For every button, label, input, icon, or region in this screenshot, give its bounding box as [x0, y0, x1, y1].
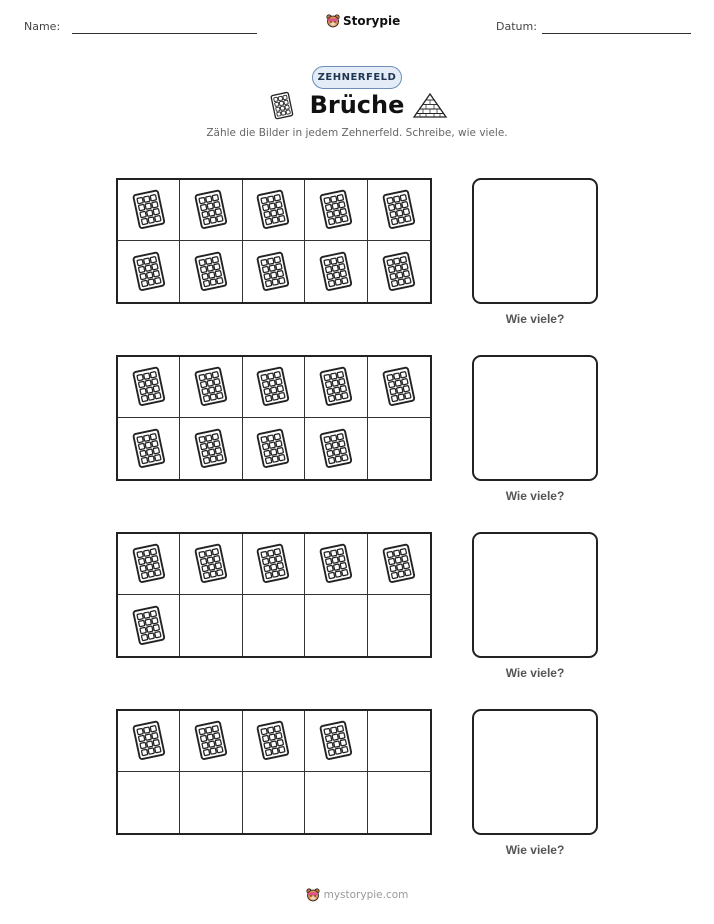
bear-mascot-icon [326, 13, 340, 29]
ten-frame-cell [118, 595, 180, 656]
answer-box[interactable] [472, 532, 598, 658]
ten-frame-cell [118, 180, 180, 241]
ice-cube-tray-icon [129, 249, 169, 295]
ice-cube-tray-icon [379, 364, 419, 410]
ice-cube-tray-icon [129, 541, 169, 587]
ice-cube-tray-icon [268, 91, 296, 121]
ten-frame-cell [180, 180, 242, 241]
ice-cube-tray-icon [253, 187, 293, 233]
ten-frame-cell [180, 595, 242, 656]
ice-cube-tray-icon [191, 187, 231, 233]
ice-cube-tray-icon [316, 249, 356, 295]
ice-cube-tray-icon [316, 364, 356, 410]
ten-frame-cell [180, 711, 242, 772]
ice-cube-tray-icon [191, 718, 231, 764]
ice-cube-tray-icon [129, 718, 169, 764]
answer-label: Wie viele? [505, 666, 565, 680]
ten-frame-cell [368, 772, 430, 833]
ice-cube-tray-icon [191, 541, 231, 587]
category-badge: ZEHNERFELD [312, 66, 402, 89]
ten-frame [116, 709, 432, 835]
ten-frame-cell [243, 357, 305, 418]
ten-frame-cell [305, 711, 367, 772]
answer-label: Wie viele? [505, 843, 565, 857]
ten-frame [116, 532, 432, 658]
ice-cube-tray-icon [316, 718, 356, 764]
ten-frame-cell [305, 418, 367, 479]
answer-box[interactable] [472, 178, 598, 304]
ten-frame-cell [180, 418, 242, 479]
instructions: Zähle die Bilder in jedem Zehnerfeld. Schreibe, wie viele. [206, 127, 508, 139]
ten-frame-cell [243, 241, 305, 302]
ten-frame-cell [180, 357, 242, 418]
ten-frame-cell [118, 357, 180, 418]
ice-cube-tray-icon [191, 364, 231, 410]
ice-cube-tray-icon [379, 249, 419, 295]
page-title: Brüche [309, 91, 405, 119]
ten-frame-cell [368, 534, 430, 595]
ten-frame-cell [118, 772, 180, 833]
name-label: Name: [24, 20, 61, 33]
ten-frame-cell [243, 772, 305, 833]
ten-frame-cell [368, 180, 430, 241]
ten-frame-cell [243, 180, 305, 241]
ten-frame [116, 355, 432, 481]
footer-url: mystorypie.com [323, 889, 409, 901]
ice-cube-tray-icon [129, 603, 169, 649]
pyramid-icon [412, 92, 448, 120]
ten-frame [116, 178, 432, 304]
ice-cube-tray-icon [316, 426, 356, 472]
brand-name: Storypie [343, 14, 401, 28]
ten-frame-cell [180, 534, 242, 595]
ice-cube-tray-icon [191, 426, 231, 472]
date-line[interactable] [542, 33, 691, 34]
ten-frame-cell [368, 241, 430, 302]
ten-frame-cell [305, 534, 367, 595]
ten-frame-cell [118, 418, 180, 479]
ice-cube-tray-icon [253, 249, 293, 295]
ice-cube-tray-icon [129, 426, 169, 472]
brand-logo [326, 13, 400, 29]
ten-frame-cell [118, 711, 180, 772]
ice-cube-tray-icon [253, 718, 293, 764]
ten-frame-cell [180, 772, 242, 833]
ten-frame-cell [243, 595, 305, 656]
ten-frame-cell [305, 595, 367, 656]
footer [0, 887, 714, 903]
ten-frame-cell [368, 711, 430, 772]
answer-label: Wie viele? [505, 489, 565, 503]
ten-frame-cell [118, 534, 180, 595]
answer-label: Wie viele? [505, 312, 565, 326]
ten-frame-cell [305, 357, 367, 418]
ten-frame-cell [368, 357, 430, 418]
ice-cube-tray-icon [129, 187, 169, 233]
ten-frame-cell [368, 595, 430, 656]
ice-cube-tray-icon [379, 187, 419, 233]
ten-frame-cell [305, 241, 367, 302]
ten-frame-cell [243, 534, 305, 595]
answer-box[interactable] [472, 709, 598, 835]
ice-cube-tray-icon [316, 187, 356, 233]
ice-cube-tray-icon [253, 364, 293, 410]
ten-frame-cell [180, 241, 242, 302]
ten-frame-cell [305, 180, 367, 241]
ice-cube-tray-icon [316, 541, 356, 587]
ten-frame-cell [118, 241, 180, 302]
ten-frame-cell [368, 418, 430, 479]
ten-frame-cell [243, 711, 305, 772]
ice-cube-tray-icon [129, 364, 169, 410]
ice-cube-tray-icon [379, 541, 419, 587]
date-label: Datum: [496, 20, 537, 33]
answer-box[interactable] [472, 355, 598, 481]
ten-frame-cell [243, 418, 305, 479]
ice-cube-tray-icon [191, 249, 231, 295]
bear-mascot-icon [306, 887, 320, 903]
ice-cube-tray-icon [253, 426, 293, 472]
ten-frame-cell [305, 772, 367, 833]
ice-cube-tray-icon [253, 541, 293, 587]
name-line[interactable] [72, 33, 257, 34]
